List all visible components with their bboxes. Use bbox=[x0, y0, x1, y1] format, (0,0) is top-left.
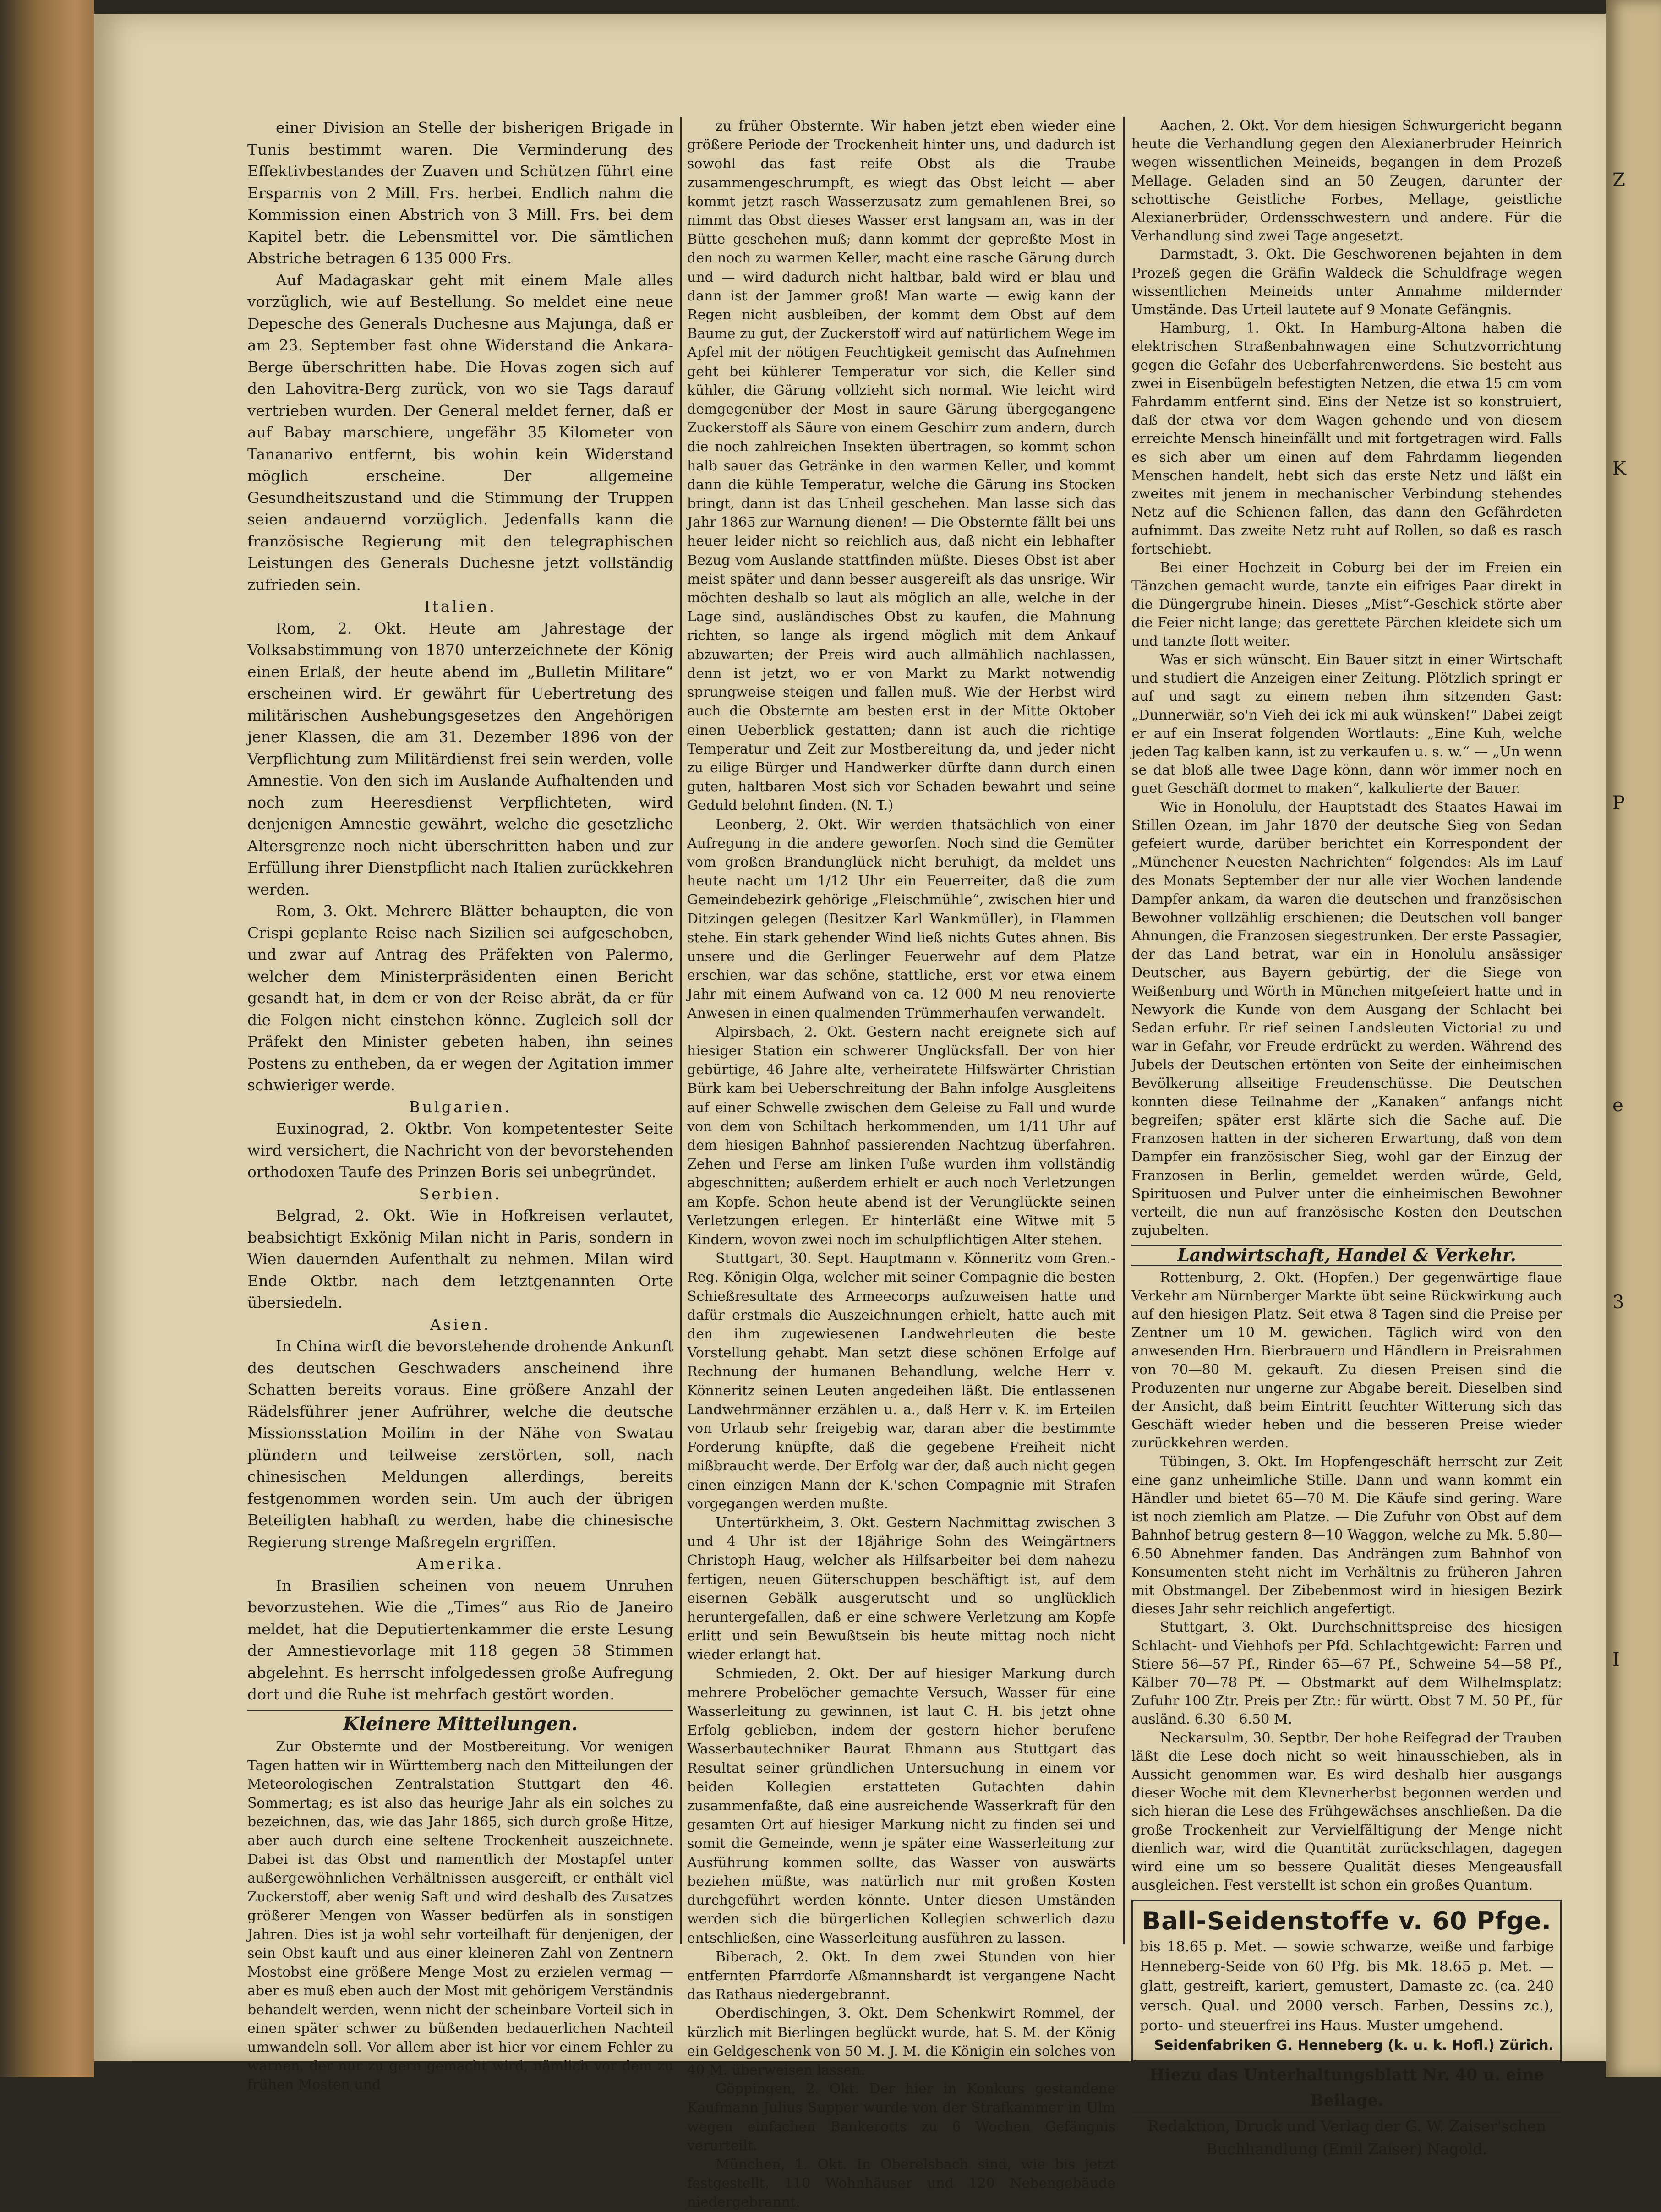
article-paragraph: Rottenburg, 2. Okt. (Hopfen.) Der gegenwärtige flaue Verkehr am Nürnberger Markte übt seine Rückwirkung auch auf den hiesigen Platz. Seit etwa 8 Tagen sind die Preise per Zentner um 10 M. gewichen. Täglich wird von den anwesenden Hrn. Bierbrauern und Händlern in Preisrahmen von 70—80 M. gekauft. Zu diesen Preisen sind die Produzenten nur ungerne zur Abgabe bereit. Dieselben sind der Ansicht, daß beim Eintritt feuchter Witterung sich das Geschäft wieder heben und die besseren Preise wieder zurückkehren werden. bbox=[1131, 1269, 1562, 1452]
column-3 bbox=[1131, 117, 1562, 2161]
article-paragraph: Bei einer Hochzeit in Coburg bei der im Freien ein Tänzchen gemacht wurde, tanzte ein eifriges Paar direkt in die Düngergrube hinein. Dieses „Mist“-Geschick störte aber die Feier nicht lange; das gerettete Pärchen kleidete sich um und tanzte flott weiter. bbox=[1131, 559, 1562, 650]
article-paragraph: Auf Madagaskar geht mit einem Male alles vorzüglich, wie auf Bestellung. So meldet eine neue Depesche des Generals Duchesne aus Majunga, daß er am 23. September fast ohne Widerstand die Ankara-Berge überschritten habe. Die Hovas zogen sich auf den Lahovitra-Berg zurück, von wo sie Tags darauf vertrieben wurden. Der General meldet ferner, daß er auf Babay marschiere, ungefähr 35 Kilometer von Tananarivo entfernt, bis wohin kein Widerstand möglich erscheine. Der allgemeine Gesundheitszustand und die Stimmung der Truppen seien andauernd vorzüglich. Jedenfalls kann die französische Regierung mit den telegraphischen Leistungen des Generals Duchesne jetzt vollständig zufrieden sein. bbox=[247, 271, 673, 594]
column-rule-2 bbox=[1123, 117, 1125, 1944]
next-page-fragment: P bbox=[1612, 792, 1625, 814]
article-paragraph: Göppingen, 2. Okt. Der hier in Konkurs gestandene Kaufmann Julius Supper wurde von der Strafkammer in Ulm wegen einfachen Bankerotts zu 6 Wochen Gefängnis verurteilt. bbox=[687, 2081, 1115, 2154]
article-paragraph: zu früher Obsternte. Wir haben jetzt eben wieder eine größere Periode der Trockenheit hinter uns, und dadurch ist sowohl das fast reife Obst als die Traube zusammengeschrumpft, es wiegt das Obst leicht — aber kommt jetzt rasch Wasserzusatz zum gemahlenen Brei, so nimmt das Obst dieses Wasser erst langsam an, was in der Bütte geschehen muß; dann kommt der gepreßte Most in den noch zu warmen Keller, macht eine rasche Gärung durch und — wird dadurch nicht haltbar, bald wird er blau und dann ist der Jammer groß! Man warte — ewig kann der Regen nicht ausbleiben, der kommt dem Obst auf dem Baume zu gut, der Zuckerstoff wird auf natürlichem Wege im Apfel mit der nötigen Feuchtigkeit gemischt das Aufnehmen geht bei kühlerer Temperatur vor sich, die Keller sind kühler, die Gärung vollzieht sich normal. Wie leicht wird demgegenüber der Most in saure Gärung übergegangene Zuckerstoff als Säure von einem Geschirr zum andern, durch die noch zahlreichen Insekten übertragen, so kommt schon halb sauer das Getränke in den warmen Keller, und kommt dann die kühle Temperatur, welche die Gärung ins Stocken bringt, dann ist das Unheil geschehen. Man lasse sich das Jahr 1865 zur Warnung dienen! — Die Obsternte fällt bei uns heuer leider nicht so reichlich aus, daß nicht ein lebhafter Bezug vom Auslande stattfinden müßte. Dieses Obst ist aber meist später und dann besser ausgereift als das unsrige. Wir möchten deshalb so laut als möglich an alle, welche in der Lage sind, ausländisches Obst zu kaufen, die Mahnung richten, so lange als irgend möglich mit dem Ankauf abzuwarten; der Preis wird auch allmählich nachlassen, denn ist jetzt, wo er von Markt zu Markt notwendig sprungweise steigen und fallen muß. Wie der Herbst wird auch die Obsternte am besten erst in der Mitte Oktober einen Ueberblick gestatten; dann ist auch die richtige Temperatur und Zeit zur Mostbereitung da, und jeder nicht zu eilige Bürger und Handwerker dürfte dann durch einen guten, haltbaren Most sich vor Schaden bewahrt und seine Geduld belohnt finden. (N. T.) bbox=[687, 118, 1115, 814]
article-paragraph: einer Division an Stelle der bisherigen Brigade in Tunis bestimmt waren. Die Verminderung des Effektivbestandes der Zuaven und Schützen führt eine Ersparnis von 2 Mill. Frs. herbei. Endlich nahm die Kommission einen Abstrich von 3 Mill. Frs. bei dem Kapitel betr. die Lebensmittel vor. Die sämtlichen Abstriche betragen 6 135 000 Frs. bbox=[247, 119, 673, 267]
column-rule-1 bbox=[680, 117, 682, 1944]
article-paragraph: In China wirft die bevorstehende drohende Ankunft des deutschen Geschwaders anscheinend ihre Schatten bereits voraus. Eine größere Anzahl der Rädelsführer jener Aufrührer, welche die deutsche Missionsstation Moilim in der Nähe von Swatau plündern und teilweise zerstörten, soll, nach chinesischen Meldungen allerdings, bereits festgenommen worden sein. Um auch der übrigen Beteiligten habhaft zu werden, habe die chinesische Regierung strenge Maßregeln ergriffen. bbox=[247, 1337, 673, 1551]
column-2 bbox=[687, 117, 1115, 2212]
next-page-fragment: e bbox=[1612, 1095, 1623, 1116]
article-paragraph: Untertürkheim, 3. Okt. Gestern Nachmittag zwischen 3 und 4 Uhr ist der 18jährige Sohn des Weingärtners Christoph Haug, welcher als Hilfsarbeiter bei dem nahezu fertigen, neuen Güterschuppen beschäftigt ist, auf dem eisernen Gebälk ausgerutscht und so unglücklich heruntergefallen, daß er eine schwere Verletzung am Kopfe erlitt und sein Bewußtsein bis heute mittag noch nicht wieder erlangt hat. bbox=[687, 1515, 1115, 1663]
next-page-fragment: 3 bbox=[1612, 1292, 1624, 1313]
article-paragraph: Biberach, 2. Okt. In dem zwei Stunden von hier entfernten Pfarrdorfe Aßmannshardt ist vergangene Nacht das Rathaus niedergebrannt. bbox=[687, 1949, 1115, 2003]
article-paragraph: Hamburg, 1. Okt. In Hamburg-Altona haben die elektrischen Straßenbahnwagen eine Schutzvorrichtung gegen die Gefahr des Ueberfahrenwerdens. Sie besteht aus zwei in Eisenbügeln befestigten Netzen, die etwa 15 cm vom Fahrdamm entfernt sind. Eins der Netze ist so konstruiert, daß der etwa vor dem Wagen gehende und von diesem erreichte Mensch hineinfällt und mit fortgetragen wird. Falls es sich aber um einen auf dem Fahrdamm liegenden Menschen handelt, hebt sich das erste Netz und läßt ein zweites mit jenem in mechanischer Verbindung stehendes Netz auf die Schienen fallen, das dann den Gefährdeten aufnimmt. Das zweite Netz ruht auf Rollen, so daß es rasch fortschiebt. bbox=[1131, 320, 1562, 557]
article-paragraph: Oberdischingen, 3. Okt. Dem Schenkwirt Rommel, der kürzlich mit Bierlingen beglückt wurde, hat S. M. der König ein Geldgeschenk von 50 M. J. M. die Königin ein solches von 40 M. überweisen lassen. bbox=[687, 2005, 1115, 2078]
article-paragraph: Stuttgart, 30. Sept. Hauptmann v. Könneritz vom Gren.-Reg. Königin Olga, welcher mit seiner Compagnie die besten Schießresultate des Armeecorps aufzuweisen hatte und dafür erstmals die Auszeichnungen erhielt, hatte auch mit den ihm zugewiesenen Landwehrleuten die beste Vorstellung gehabt. Man setzt diese schönen Erfolge auf Rechnung der humanen Behandlung, welche Herr v. Könneritz seinen Leuten angedeihen läßt. Die entlassenen Landwehrmänner erzählen u. a., daß Herr v. K. im Erteilen von Urlaub sehr freigebig war, daran aber die bestimmte Forderung knüpfte, daß die gegebene Freiheit nicht mißbraucht werde. Der Erfolg war der, daß auch nicht gegen einen einzigen Mann der K.'schen Compagnie mit Strafen vorgegangen werden mußte. bbox=[687, 1251, 1115, 1512]
advertisement-title: Ball-Seidenstoffe v. 60 Pfge. bbox=[1142, 1906, 1552, 1935]
article-paragraph: Euxinograd, 2. Oktbr. Von kompetentester Seite wird versichert, die Nachricht von der bevorstehenden orthodoxen Taufe des Prinzen Boris sei unbegründet. bbox=[247, 1120, 673, 1181]
article-paragraph: Alpirsbach, 2. Okt. Gestern nacht ereignete sich auf hiesiger Station ein schwerer Unglücksfall. Der von hier gebürtige, 46 Jahre alte, verheiratete Hilfswärter Christian Bürk kam bei Ueberschreitung der Bahn infolge Ausgleitens auf einer Schwelle zwischen dem Geleise zu Fall und wurde von dem von Schiltach herkommenden, um 1/11 Uhr auf dem hiesigen Bahnhof passierenden Nachtzug überfahren. Zehen und Ferse am linken Fuße wurden ihm vollständig abgeschnitten; außerdem erhielt er auch noch Verletzungen am Kopfe. Schon heute abend ist der Verunglückte seinen Verletzungen erlegen. Er hinterläßt eine Witwe mit 5 Kindern, wovon zwei noch im schulpflichtigen Alter stehen. bbox=[687, 1024, 1115, 1248]
article-paragraph: Tübingen, 3. Okt. Im Hopfengeschäft herrscht zur Zeit eine ganz unheimliche Stille. Dann und wann kommt ein Händler und bietet 65—70 M. Die Käufe sind gering. Ware ist noch ziemlich am Platze. — Die Zufuhr von Obst auf dem Bahnhof betrug gestern 8—10 Waggon, welche zu Mk. 5.80—6.50 Abnehmer fanden. Das Andrängen zum Bahnhof von Konsumenten steht nicht im Verhältnis zu früheren Jahren mit Obstmangel. Der Zibebenmost wird in hiesigen Bezirk dieses Jahr sehr reichlich angefertigt. bbox=[1131, 1453, 1562, 1617]
column-1 bbox=[247, 117, 673, 2094]
article-paragraph: Belgrad, 2. Okt. Wie in Hofkreisen verlautet, beabsichtigt Exkönig Milan nicht in Paris, sondern in Wien dauernden Aufenthalt zu nehmen. Milan wird Ende Oktbr. nach dem letztgenannten Orte übersiedeln. bbox=[247, 1207, 673, 1311]
next-page-fragment: I bbox=[1612, 1649, 1620, 1670]
book-spine-edge bbox=[0, 0, 94, 2077]
next-page-fragment: K bbox=[1612, 458, 1626, 479]
article-paragraph: In Brasilien scheinen von neuem Unruhen bevorzustehen. Wie die „Times“ aus Rio de Janeiro meldet, hat die Deputiertenkammer die erste Lesung der Amnestievorlage mit 118 gegen 58 Stimmen abgelehnt. Es herrscht infolgedessen große Aufregung dort und die Ruhe ist mehrfach gestört worden. bbox=[247, 1576, 673, 1703]
article-paragraph: Wie in Honolulu, der Hauptstadt des Staates Hawai im Stillen Ozean, im Jahr 1870 der deutsche Sieg von Sedan gefeiert wurde, darüber berichtet ein Korrespondent der „Münchener Neuesten Nachrichten“ folgendes: Als im Lauf des Monats September der nur alle vier Wochen landende Dampfer ankam, da waren die deutschen und französischen Bewohner vollzählig erschienen; die Deutschen voll banger Ahnungen, die Franzosen siegestrunken. Der erste Passagier, der das Land betrat, war ein in Honolulu ansässiger Deutscher, aus Bayern gebürtig, der die Siege von Weißenburg und Wörth in München mitgefeiert hatte und in Newyork die Kunde von dem Ausgang der Schlacht bei Sedan erfuhr. Er rief seinen Landsleuten Victoria! zu und war in Gefahr, vor Freude erdrückt zu werden. Während des Jubels der Deutschen ertönten von Seite der einheimischen Bevölkerung allseitige Freudenschüsse. Die Deutschen konnten diese Teilnahme der „Kanaken“ anfangs nicht begreifen; später erst klärte sich die Sache auf. Die Franzosen hatten in der sicheren Erwartung, daß von dem Dampfer ein französischer Sieg, wohl gar der Einzug der Franzosen in Berlin, gemeldet werden würde, Geld, Spirituosen und Pulver unter die einheimischen Bewohner verteilt, die nun auf französische Kosten den Deutschen zujubelten. bbox=[1131, 799, 1562, 1239]
article-paragraph: Stuttgart, 3. Okt. Durchschnittspreise des hiesigen Schlacht- und Viehhofs per Pfd. Schlachtgewicht: Farren und Stiere 56—57 Pf., Rinder 65—67 Pf., Schweine 54—58 Pf., Kälber 70—78 Pf. — Obstmarkt auf dem Wilhelmsplatz: Zufuhr 100 Ztr. Preis per Ztr.: für württ. Obst 7 M. 50 Pf., für ausländ. 6.30—6.50 M. bbox=[1131, 1619, 1562, 1728]
region-heading-asien: Asien. bbox=[430, 1315, 491, 1333]
imprint: Redaktion, Druck und Verlag der G. W. Zaiser'schen Buchhandlung (Emil Zaiser) Nagold. bbox=[1147, 2117, 1546, 2158]
section-heading-landwirtschaft: Landwirtschaft, Handel & Verkehr. bbox=[1131, 1245, 1562, 1266]
article-paragraph: Rom, 3. Okt. Mehrere Blätter behaupten, die von Crispi geplante Reise nach Sizilien sei aufgeschoben, und zwar auf Antrag des Präfekten von Palermo, welcher dem Ministerpräsidenten einen Bericht gesandt hat, in dem er von der Reise abrät, da er für die Folgen nicht einstehen könne. Zugleich soll der Präfekt den Minister gebeten haben, ihn seines Postens zu entheben, da er wegen der Agitation immer schwieriger werde. bbox=[247, 902, 673, 1094]
article-paragraph: Zur Obsternte und der Mostbereitung. Vor wenigen Tagen hatten wir in Württemberg nach den Mitteilungen der Meteorologischen Zentralstation Stuttgart den 46. Sommertag; es ist also das heurige Jahr als ein solches zu bezeichnen, das, wie das Jahr 1865, sich durch große Hitze, aber auch durch eine seltene Trockenheit auszeichnete. Dabei ist das Obst und namentlich der Mostapfel unter außergewöhnlichen Verhältnissen ausgereift, er enthält viel Zuckerstoff, aber wenig Saft und wird deshalb des Zusatzes größerer Mengen von Wasser bedürfen als in sonstigen Jahren. Dies ist ja wohl sehr vorteilhaft für denjenigen, der sein Obst kauft und aus einer kleineren Zahl von Zentnern Mostobst eine größere Menge Most zu erzielen vermag — aber es muß eben auch der Most mit gehörigem Verständnis behandelt werden, wenn nicht der scheinbare Vorteil sich in einen später schwer zu büßenden bedauerlichen Nachteil umwandeln soll. Vor allem aber ist hier vor einem Fehler zu warnen, der nur zu gern gemacht wird, nämlich vor dem zu frühen Mosten und bbox=[247, 1739, 673, 2093]
supplement-notice: Hiezu das Unterhaltungsblatt Nr. 40 u. eine Beilage. bbox=[1131, 2062, 1562, 2115]
article-paragraph: Aachen, 2. Okt. Vor dem hiesigen Schwurgericht begann heute die Verhandlung gegen den Alexianerbruder Heinrich wegen wissentlichen Meineids, begangen in dem Prozeß Mellage. Geladen sind an 50 Zeugen, darunter der schottische Geistliche Forbes, Mellage, geistliche Alexianerbrüder, Ordensschwestern und andere. Für die Verhandlung sind zwei Tage angesetzt. bbox=[1131, 118, 1562, 245]
article-paragraph: München, 1. Okt. In Oberelsbach sind, wie bis jetzt festgestellt, 110 Wohnhäuser und 120 Nebengebäude niedergebrannt. bbox=[687, 2156, 1115, 2211]
advertisement-box bbox=[1131, 1900, 1562, 2062]
article-paragraph: Schmieden, 2. Okt. Der auf hiesiger Markung durch mehrere Probelöcher gemachte Versuch, Wasser für eine Wasserleitung zu gewinnen, ist laut C. H. bis jetzt ohne Erfolg geblieben, indem der gestern hieher berufene Wasserbautechniker Baurat Ehmann aus Stuttgart das Resultat seiner gründlichen Untersuchung in einem vor beiden Kollegien erstatteten Gutachten dahin zusammenfaßte, daß eine ausreichende Wasserkraft für den gesamten Ort auf hiesiger Markung nicht zu finden sei und somit die Gemeinde, wenn je später eine Wasserleitung zur Ausführung kommen sollte, das Wasser von auswärts beziehen müßte, was natürlich nur mit großen Kosten durchgeführt werden könnte. Unter diesen Umständen werden sich die bürgerlichen Kollegien schwerlich dazu entschließen, eine Wasserleitung ausführen zu lassen. bbox=[687, 1666, 1115, 1946]
advertisement-firm: Seidenfabriken G. Henneberg (k. u. k. Hofl.) Zürich. bbox=[1154, 2037, 1554, 2054]
region-heading-serbien: Serbien. bbox=[419, 1185, 502, 1203]
region-heading-italien: Italien. bbox=[424, 597, 497, 615]
region-heading-amerika: Amerika. bbox=[416, 1555, 504, 1573]
article-paragraph: Was er sich wünscht. Ein Bauer sitzt in einer Wirtschaft und studiert die Anzeigen einer Zeitung. Plötzlich springt er auf und sagt zu einem neben ihm sitzenden Gast: „Dunnerwiär, so'n Vieh dei ick mi auk wünsken!“ Dabei zeigt er auf ein Inserat folgenden Wortlauts: „Eine Kuh, welche jeden Tag kalben kann, ist zu verkaufen u. s. w.“ — „Un wenn se dat bloß alle twee Dage könn, dann wör immer noch en guet Geschäft dormet to maken“, kalkulierte der Bauer. bbox=[1131, 651, 1562, 797]
region-heading-bulgarien: Bulgarien. bbox=[409, 1098, 512, 1116]
article-paragraph: Leonberg, 2. Okt. Wir werden thatsächlich von einer Aufregung in die andere geworfen. Noch sind die Gemüter vom großen Brandunglück nicht beruhigt, da meldet uns heute nacht um 1/12 Uhr ein Feuerreiter, daß die zum Gemeindebezirk gehörige „Fleischmühle“, zwischen hier und Ditzingen gelegen (Besitzer Karl Wankmüller), in Flammen stehe. Ein stark gehender Wind ließ nichts Gutes ahnen. Bis unsere und die Gerlinger Feuerwehr auf dem Platze erschien, war das schöne, stattliche, erst vor etwa einem Jahr mit einem Aufwand von ca. 12 000 M neu renovierte Anwesen in einen qualmenden Trümmerhaufen verwandelt. bbox=[687, 816, 1115, 1021]
section-heading-kleinere-mitteilungen: Kleinere Mitteilungen. bbox=[247, 1710, 673, 1735]
adjacent-page-strip bbox=[1606, 0, 1661, 2077]
next-page-fragment: Z bbox=[1612, 169, 1625, 191]
article-paragraph: Darmstadt, 3. Okt. Die Geschworenen bejahten in dem Prozeß gegen die Gräfin Waldeck die Schuldfrage wegen wissentlichen Meineids unter Annahme mildernder Umstände. Das Urteil lautete auf 9 Monate Gefängnis. bbox=[1131, 246, 1562, 318]
article-paragraph: Neckarsulm, 30. Septbr. Der hohe Reifegrad der Trauben läßt die Lese doch nicht so weit hinausschieben, als in Aussicht genommen war. Es wird deshalb hier ausgangs dieser Woche mit dem Klevnerherbst begonnen werden und sich hieran die Lese des Frühgewächses anschließen. Da die große Trockenheit zur Vervielfältigung der Menge nicht dienlich war, wird die Quantität zurückschlagen, dagegen wird eine um so bessere Qualität dieses Mengeausfall ausgleichen. Fest verstellt ist schon ein großes Quantum. bbox=[1131, 1730, 1562, 1894]
article-paragraph: Rom, 2. Okt. Heute am Jahrestage der Volksabstimmung von 1870 unterzeichnete der König einen Erlaß, der heute abend im „Bulletin Militare“ erscheinen wird. Er gewährt für Uebertretung des militärischen Aushebungsgesetzes den Angehörigen jener Klassen, die am 31. Dezember 1896 von der Verpflichtung zum Militärdienst frei sein werden, volle Amnestie. Von den sich im Auslande Aufhaltenden und noch zum Heeresdienst Verpflichteten, wird denjenigen Amnestie gewährt, welche die gesetzliche Altersgrenze noch nicht überschritten haben und zur Erfüllung ihrer Dienstpflicht nach Italien zurückkehren werden. bbox=[247, 619, 673, 898]
advertisement-text: bis 18.65 p. Met. — sowie schwarze, weiße und farbige Henneberg-Seide von 60 Pfg. bis Mk. 18.65 p. Met. — glatt, gestreift, kariert, gemustert, Damaste zc. (ca. 240 versch. Qual. und 2000 versch. Farben, Dessins zc.), porto- und steuerfrei ins Haus. Muster umgehend. bbox=[1140, 1938, 1554, 2034]
